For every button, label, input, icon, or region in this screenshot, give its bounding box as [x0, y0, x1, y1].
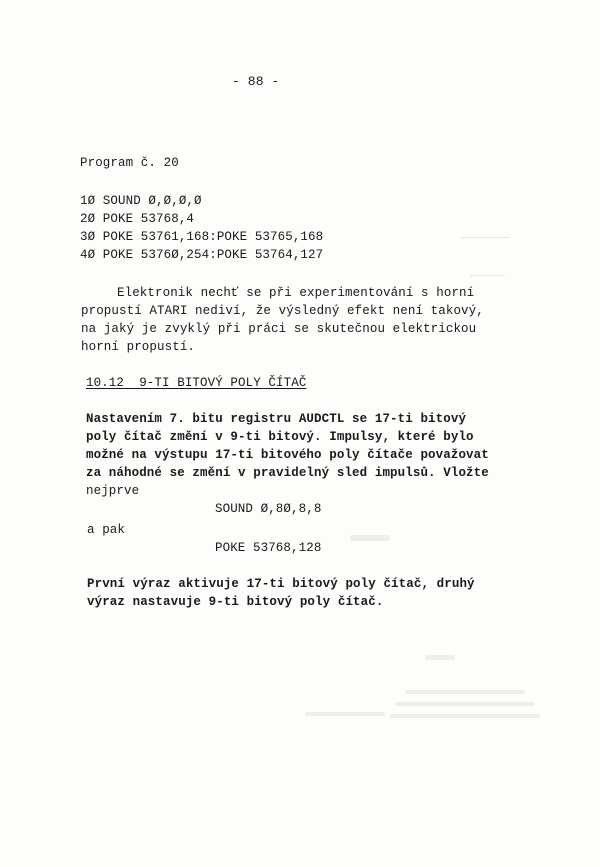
paragraph-line: horní propustí. [81, 340, 196, 354]
paragraph-line: výraz nastavuje 9-ti bitový poly čítač. [87, 595, 384, 609]
bleed-through-mark [350, 535, 390, 541]
paragraph-line: První výraz aktivuje 17-ti bitový poly čítač, druhý [87, 577, 475, 591]
bleed-through-mark [405, 690, 525, 694]
paragraph-line: propustí ATARI nediví, že výsledný efekt není takový, [81, 304, 484, 318]
command-line: SOUND Ø,8Ø,8,8 [215, 502, 322, 516]
program-title: Program č. 20 [80, 156, 179, 170]
code-line: 3Ø POKE 53761,168:POKE 53765,168 [80, 230, 324, 244]
code-line: 2Ø POKE 53768,4 [80, 212, 195, 226]
bleed-through-mark [395, 702, 535, 706]
code-line: 4Ø POKE 5376Ø,254:POKE 53764,127 [80, 248, 324, 262]
paragraph-line: za náhodné se změní v pravidelný sled impulsů. Vložte [86, 466, 489, 480]
paragraph-line: Nastavením 7. bitu registru AUDCTL se 17-ti bitový [86, 412, 467, 426]
paragraph-line: na jaký je zvyklý při práci se skutečnou elektrickou [81, 322, 477, 336]
bleed-through-mark [470, 275, 505, 276]
paragraph-line: Elektronik nechť se při experimentování s horní [117, 286, 475, 300]
command-line: POKE 53768,128 [215, 541, 322, 555]
paragraph-line: možné na výstupu 17-ti bitového poly čítače považovat [86, 448, 489, 462]
bleed-through-mark [460, 237, 510, 238]
page-number: - 88 - [232, 74, 280, 89]
paragraph-line: nejprve [86, 484, 140, 498]
bleed-through-mark [390, 714, 540, 718]
connector-text: a pak [87, 523, 126, 537]
bleed-through-mark [305, 712, 385, 716]
code-line: 1Ø SOUND Ø,Ø,Ø,Ø [80, 194, 202, 208]
bleed-through-mark [425, 655, 455, 660]
section-heading: 10.12 9-TI BITOVÝ POLY ČÍTAČ [86, 376, 307, 390]
paragraph-line: poly čítač změní v 9-ti bitový. Impulsy, které bylo [86, 430, 474, 444]
